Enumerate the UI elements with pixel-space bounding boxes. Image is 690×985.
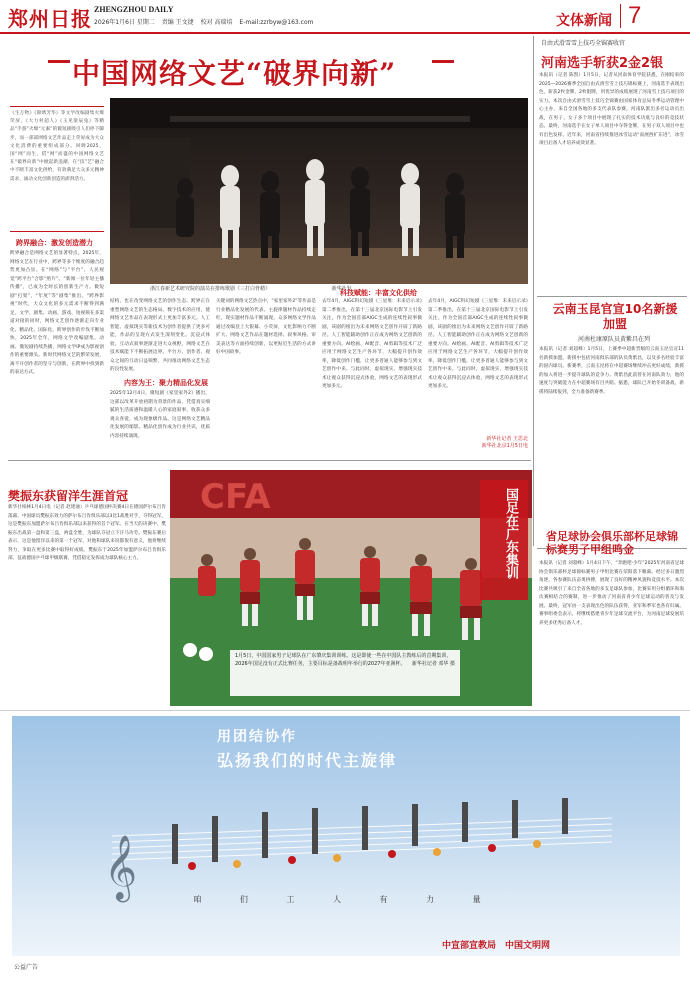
main-headline: 中国网络文艺“破界向新”: [72, 57, 397, 90]
email: E-mail:zzrbyw@163.com: [239, 19, 314, 26]
svg-text:𝄞: 𝄞: [104, 835, 138, 900]
article-col-1: 跨界融合是网络文艺的显著特点。2025年，网络文艺在行业中，跨界等多个维度的融合趋势更加凸显。在“网络”与“平台”，人民视觉“跨平台”合影“照片”。“新闻一位年轻主播传播”，已成为全时长的创新生产力。微短剧“打架”、“年度”等“剧集”推出。“跨界影视”时代，大众文化的多元需求不断得到满足。文学、剧集、动画、游戏、短视频在多渠道对接的同时，网络文艺创作逐渐走向专业化、精品化、国际化。跨界创作的步伐不断加快，2025年全年，网络文学改编剧集、动画、微短剧持续热播，网络文学IP成为影视创作的重要源头。新时代网络文艺的繁荣发展，离不开创作者的坚守与创新，在跨界中找到新的表达方式。: [10, 251, 104, 375]
newspaper-logo: 郑州日报: [8, 7, 92, 31]
henan-fa-body: 本报讯（记者 刘超峰）1月4日下午，“奔跑吧·少年”2025年河南省足球协会俱乐部杯足球锦标赛男子甲组比赛在荥阳落下帷幕。经过多日激烈角逐，各参赛队伍奋勇拼搏，展现了良好的精神风貌和竞技水平。本次比赛共吸引了来自全省各地的多支足球队参加，比赛采用分组循环和淘汰赛相结合的赛制，进一步推动了河南省青少年足球运动的普及与发展。最终，冠军由一支表现出色的队伍获得，亚军和季军也各有归属。赛事组委会表示，将继续搭建青少年足球交流平台，为河南足球发展培养更多优秀后备人才。: [539, 561, 684, 626]
headline-ornament-right: [432, 60, 454, 63]
page-divider: [620, 4, 621, 28]
dance-rehearsal-photo: [110, 98, 528, 294]
ad-title-2: 弘扬我们的时代主旋律: [217, 751, 398, 770]
reporter: 新华社记者 王思北: [486, 436, 528, 442]
football-training-photo: [170, 470, 532, 706]
yunnan-subhead: 河南杜康原队员黄紫昌在列: [577, 336, 650, 343]
henan-body: 本报讯（记者 陈凯）1月5日，记者从河南体育学院获悉，在刚结束的2025—2026赛季全国自由式滑雪雪上技巧锦标赛上，河南选手表现出色，斩获2枚金牌、2枚银牌，用优异的成绩展现了河南雪上技巧项目的实力。本次自由式滑雪雪上技巧全锦赛由国家体育总局冬季运动管理中心主办，来自全国各地的多支代表队参赛。河南队派出多名运动员出战，在男子、女子多个项目中展现了扎实的技术功底与良好的竞技状态。最终，河南选手在女子单人项目中夺得金牌，在男子双人项目中也有出色发挥。近年来，河南省持续推进冰雪运动“南展西扩东进”，冰雪项目后备人才培养成效显著。: [539, 73, 684, 146]
vertical-title: 国足在广东集训: [503, 488, 518, 579]
ad-label: 公益广告: [14, 964, 39, 971]
editor: 责编 王文捷: [161, 19, 194, 26]
subheading-tech: 科技赋能：丰富文化供给: [340, 289, 417, 297]
dateline: [94, 17, 318, 26]
football-credit: 新华社记者 邓华 摄: [411, 660, 455, 667]
yunnan-body: 本报讯（记者 刘超峰）1月5日，上赛季中超新晋级的云南玉昆官宣11名新援加盟。新援中包括河南俱乐部的队员黄紫昌，以及多名经验丰富的国内球员。新赛季，云南玉昆将在中超赛场继续冲击更好成绩，新援的加入将进一步提升球队的竞争力。黄紫昌此前曾在河南队效力，他的速度与突破能力在中超赛场有目共睹。据悉，球队已开始冬训备战，新援将陆续报到，全力准备新赛季。: [539, 347, 684, 395]
football-caption: 1月5日，中国国家男子足球队在广东肇庆集训训练。这是即使一些在中国队主教练后的首期集训，2026年国足没有正式比赛任务，主要目标是备战明年举行的2027年亚洲杯。: [235, 653, 452, 667]
henan-fa-headline: 省足球协会俱乐部杯足球锦标赛男子甲组鸣金: [546, 530, 678, 556]
photo-caption: [110, 284, 528, 294]
lead-box: [10, 106, 104, 232]
issue-date: 2026年1月6日 星期二: [94, 19, 155, 26]
dance-photo-graphic: [110, 98, 528, 294]
right-divider-1: [537, 296, 687, 297]
photo-credit: 新华社发: [331, 286, 352, 292]
svg-text:CFA: CFA: [200, 477, 271, 517]
article-col-5: [428, 298, 528, 434]
public-service-ad: [12, 716, 680, 956]
yunnan-headline: 云南玉昆官宣10名新援加盟: [552, 302, 678, 331]
newspaper-english-name: ZHENGZHOU DAILY: [94, 5, 174, 14]
dateline-end: 新华社北京1月5日电: [481, 443, 528, 449]
ad-title-1: 用团结协作: [217, 729, 297, 745]
henan-kicker: 自由式滑雪雪上技巧全锦赛收官: [541, 40, 626, 47]
subheading-content: 内容为王：聚力精品化发展: [124, 379, 208, 387]
article-col-4: 去年4月，AIGC科幻短剧《三星堆：未来启示录》第二季推出，在第十三届北京国际电影节上引发关注。作为全国首部AIGC生成的连续性叙事微剧，该剧的推出为未来网络文艺创作开辟了新路径。人工智能辅助创作正在成为网络文艺创新的重要方向。AI绘画、AI配音、AI剪辑等技术广泛应用于网络文艺生产各环节，大幅提升创作效率，降低创作门槛，让更多普通人能够参与到文艺创作中来。与此同时，虚拟现实、增强现实技术让观众获得沉浸式体验，网络文艺的表现形式更加多元。: [322, 299, 422, 389]
ad-top-rule: [0, 710, 690, 711]
masthead-rule: [0, 32, 690, 34]
fan-body: 新华社柏林1月4日电（记者 赵建通）乒乓球德国杯决赛4日在德国萨尔布吕肯落幕，中国球员樊振东效力的萨尔布吕肯俱乐部以3比1战胜对手，夺得冠军，这是樊振东加盟萨尔布吕肯俱乐部以来获得的首个冠军。在当天的决赛中，樊振东出战第一盘和第三盘，两盘全胜，为球队夺冠立下汗马功劳。樊振东赛后表示，这是他留洋以来的第一个冠军，对他和球队来说都很有意义，他将继续努力，争取在更多比赛中取得好成绩。樊振东于2025年加盟萨尔布吕肯俱乐部，征战德国乒乓球甲级联赛，凭借稳定发挥成为球队核心主力。: [8, 505, 166, 561]
section-name: 文体新闻: [556, 13, 612, 29]
henan-headline: 河南选手斩获2金2银: [541, 56, 664, 71]
section-divider: [8, 460, 531, 461]
ad-tagline: 咱 们 工 人 有 力 量: [193, 895, 499, 904]
article-col-2b: 2025年12月4日，微短剧《家里家外2》播出，这部以改革开放初期为背景的作品，凭借真实细腻的生活质感和温暖人心的家庭叙事，收获众多观众喜爱，成为现象级作品。这是网络文艺精品化发展的缩影。精品化创作成为行业共识，优质内容持续涌现。: [110, 391, 210, 439]
proofreader: 校对 高瑞培: [200, 19, 233, 26]
article-byline: [428, 436, 528, 450]
subheading-cross-border: 跨界融合：激发创造潜力: [16, 239, 93, 247]
article-col-2: 结构，也在改变网络文艺的创作生态。跨界正在重塑网络文艺的生态格局。数字技术的应用，使网络文艺作品在表现形式上更加丰富多元。人工智能、虚拟现实等新技术为创作者提供了更多可能，作品的呈现方式发生深刻变化。沉浸式体验、互动式叙事逐渐走进大众视野，网络文艺在技术赋能下不断拓展边界。平台方、创作者、观众之间的互动日益频繁，共同推动网络文艺生态的良性发展。: [110, 299, 210, 372]
article-col-3: 关键词的网络文艺热点中，“家里家外2”等作品是行业精品化发展的代表。主旋律题材作品持续走红，现实题材作品不断涌现。众多网络文学作品通过改编登上大银幕、小荧屏，文化影响力不断扩大。网络文艺作品在题材选择、叙事风格、审美表达等方面持续创新，以更贴近生活的方式讲好中国故事。: [216, 299, 316, 355]
page-number: 7: [628, 2, 642, 29]
photo-caption-text: 浙江春新艺术研究院的演员在排练歌剧《三打白骨精》: [150, 286, 271, 292]
article-col-5-text: 去年4月，AIGC科幻短剧《三星堆：未来启示录》第二季推出，在第十三届北京国际电影节上引发关注。作为全国首部AIGC生成的连续性叙事微剧，该剧的推出为未来网络文艺创作开辟了新路径。人工智能辅助创作正在成为网络文艺创新的重要方向。AI绘画、AI配音、AI剪辑等技术广泛应用于网络文艺生产各环节，大幅提升创作效率，降低创作门槛，让更多普通人能够参与到文艺创作中来。与此同时，虚拟现实、增强现实技术让观众获得沉浸式体验，网络文艺的表现形式更加多元。: [428, 299, 528, 389]
ad-sponsors: 中宣部宣教局 中国文明网: [442, 941, 551, 951]
fan-headline: 樊振东获留洋生涯首冠: [8, 489, 129, 503]
column-divider-right: [533, 36, 534, 546]
headline-ornament-left: [48, 60, 70, 63]
football-caption-box: [230, 650, 460, 696]
lead-text: 《生万物》《锦绣芳华》等文学改编剧集火爆荧屏，《大力村超人》《玉见梁辰兔》等精品“手游”火爆“元素”的微短剧吸引人们停下脚步，而一部部网络文艺作品走上荧屏成为大众文化消费的重要组成部分。回眸2025，国“网”而生，借“网”而盛的中国网络文艺在“破界向新”中掀起新浪潮，在“技”艺”融合中不断丰富文化供给，有效满足大众多元精神需求，涌动文化创新创造的澎湃活力。: [10, 111, 104, 182]
